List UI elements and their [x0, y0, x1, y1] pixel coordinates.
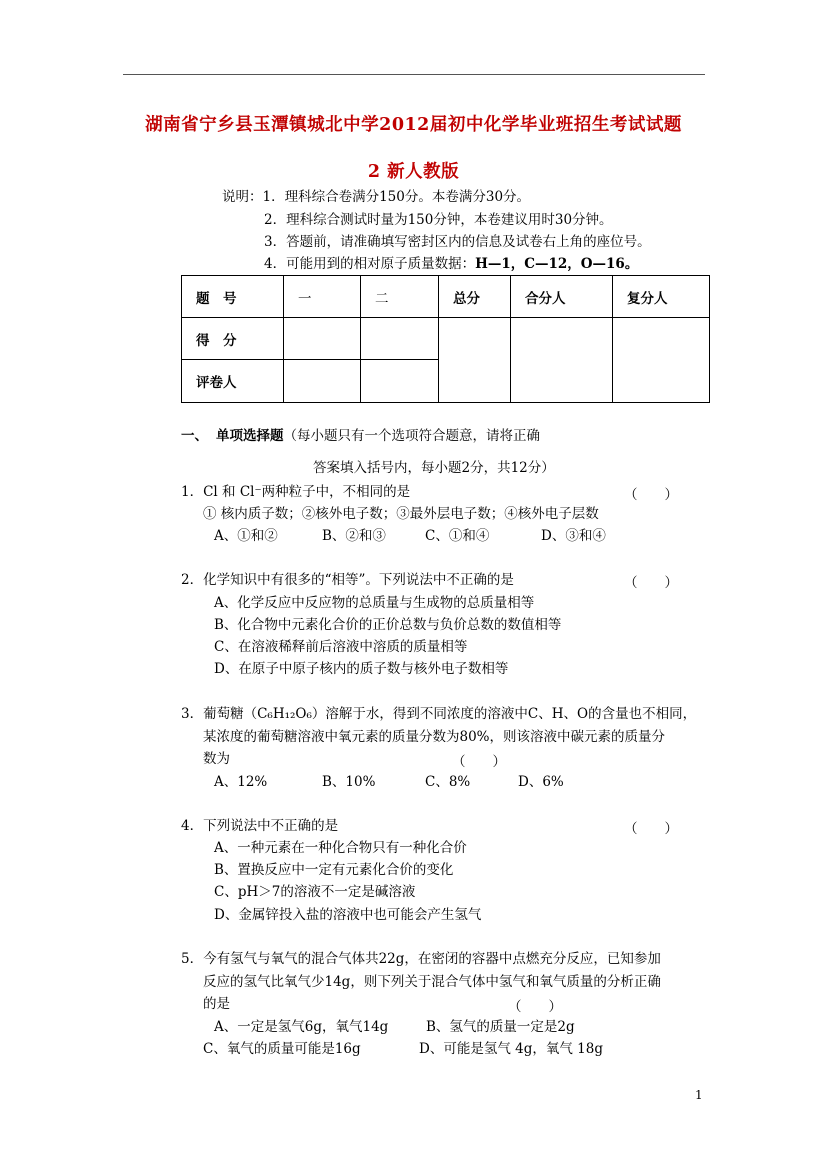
header-cell-part-2: 二: [361, 276, 439, 318]
question-3-option-d: D、6%: [518, 774, 564, 790]
section-1-desc-2: 答案填入括号内，每小题2分，共12分）: [313, 460, 555, 476]
grader-cell-part-2[interactable]: [361, 360, 439, 403]
notes-label: 说明：: [222, 189, 263, 205]
question-2-option-c: C、在溶液稀释前后溶液中溶质的质量相等: [214, 639, 468, 655]
question-3-stem: 3．葡萄糖（C₆H₁₂O₆）溶解于水，得到不同浓度的溶液中C、H、O的含量也不相同，: [181, 706, 697, 722]
question-3-stem-3: 数为: [203, 751, 230, 767]
summer-cell[interactable]: [511, 318, 613, 403]
section-1-title: 单项选择题: [216, 428, 284, 444]
score-table-header-row: [182, 276, 710, 318]
question-5-answer-blank[interactable]: （ ）: [508, 999, 562, 1015]
question-3-option-c: C、8%: [425, 774, 471, 790]
notes-item-2: 2．理科综合测试时量为150分钟，本卷建议用时30分钟。: [264, 212, 613, 228]
page-number: 1: [695, 1088, 703, 1102]
header-cell-part-1: 一: [284, 276, 361, 318]
header-rule: [123, 74, 705, 75]
question-1-answer-blank[interactable]: （ ）: [624, 487, 678, 503]
header-cell-rechecker: 复分人: [613, 276, 710, 318]
question-5-stem-3: 的是: [203, 996, 230, 1012]
atomic-mass-data: H—1，C—12，O—16。: [475, 256, 639, 272]
score-cell-part-2[interactable]: [361, 318, 439, 360]
question-5-option-b: B、氢气的质量一定是2g: [426, 1019, 575, 1035]
section-1-heading: [181, 427, 540, 445]
question-4-option-a: A、一种元素在一种化合物只有一种化合价: [214, 840, 467, 856]
page-subtitle: 2 新人教版: [367, 162, 460, 182]
notes-item-4: 4．可能用到的相对原子质量数据：: [264, 256, 476, 272]
question-3-option-b: B、10%: [322, 774, 376, 790]
section-1-desc-1: （每小题只有一个选项符合题意，请将正确: [283, 428, 540, 444]
score-row: [182, 318, 710, 360]
question-1-option-d: D、③和④: [541, 528, 606, 544]
question-1-items: ① 核内质子数；②核外电子数；③最外层电子数；④核外电子层数: [203, 506, 599, 522]
question-1-stem: 1．Cl 和 Cl⁻两种粒子中，不相同的是: [181, 484, 411, 500]
question-1-option-b: B、②和③: [322, 528, 386, 544]
question-1-option-c: C、①和④: [425, 528, 490, 544]
header-cell-total: 总分: [439, 276, 511, 318]
grader-cell-part-1[interactable]: [284, 360, 361, 403]
score-table: [181, 275, 710, 403]
question-5-stem-2: 反应的氢气比氧气少14g，则下列关于混合气体中氢气和氧气质量的分析正确: [203, 974, 661, 990]
row-label-score: 得 分: [182, 318, 284, 360]
question-2-stem: 2．化学知识中有很多的“相等”。下列说法中不正确的是: [181, 572, 514, 588]
question-2-option-a: A、化学反应中反应物的总质量与生成物的总质量相等: [214, 595, 535, 611]
notes-line-4: [264, 255, 638, 273]
row-label-grader: 评卷人: [182, 360, 284, 403]
notes-line-1: [222, 188, 530, 206]
header-cell-summer: 合分人: [511, 276, 613, 318]
question-2-answer-blank[interactable]: （ ）: [624, 575, 678, 591]
question-3-option-a: A、12%: [214, 774, 268, 790]
question-3-stem-2: 某浓度的葡萄糖溶液中氧元素的质量分数为80%，则该溶液中碳元素的质量分: [203, 729, 666, 745]
total-cell[interactable]: [439, 318, 511, 403]
page-title: 湖南省宁乡县玉潭镇城北中学2012届初中化学毕业班招生考试试题: [145, 115, 682, 135]
question-5-option-c: C、氧气的质量可能是16g: [203, 1041, 361, 1057]
question-4-option-b: B、置换反应中一定有元素化合价的变化: [214, 862, 454, 878]
question-4-option-d: D、金属锌投入盐的溶液中也可能会产生氢气: [214, 907, 482, 923]
question-5-stem: 5．今有氢气与氧气的混合气体共22g，在密闭的容器中点燃充分反应，已知参加: [181, 951, 661, 967]
question-1-option-a: A、①和②: [214, 528, 278, 544]
question-2-option-d: D、在原子中原子核内的质子数与核外电子数相等: [214, 661, 509, 677]
rechecker-cell[interactable]: [613, 318, 710, 403]
question-4-stem: 4．下列说法中不正确的是: [181, 818, 339, 834]
score-cell-part-1[interactable]: [284, 318, 361, 360]
question-5-option-d: D、可能是氢气 4g，氧气 18g: [419, 1041, 603, 1057]
section-1-number: 一、: [181, 428, 208, 444]
question-4-answer-blank[interactable]: （ ）: [624, 821, 678, 837]
header-cell-question-no: 题 号: [182, 276, 284, 318]
question-3-answer-blank[interactable]: （ ）: [452, 754, 506, 770]
notes-item-3: 3．答题前，请准确填写密封区内的信息及试卷右上角的座位号。: [264, 234, 651, 250]
question-2-option-b: B、化合物中元素化合价的正价总数与负价总数的数值相等: [214, 617, 562, 633]
question-4-option-c: C、pH＞7的溶液不一定是碱溶液: [214, 884, 416, 900]
notes-item-1: 1．理科综合卷满分150分。本卷满分30分。: [262, 189, 531, 205]
question-5-option-a: A、一定是氢气6g，氧气14g: [214, 1019, 389, 1035]
